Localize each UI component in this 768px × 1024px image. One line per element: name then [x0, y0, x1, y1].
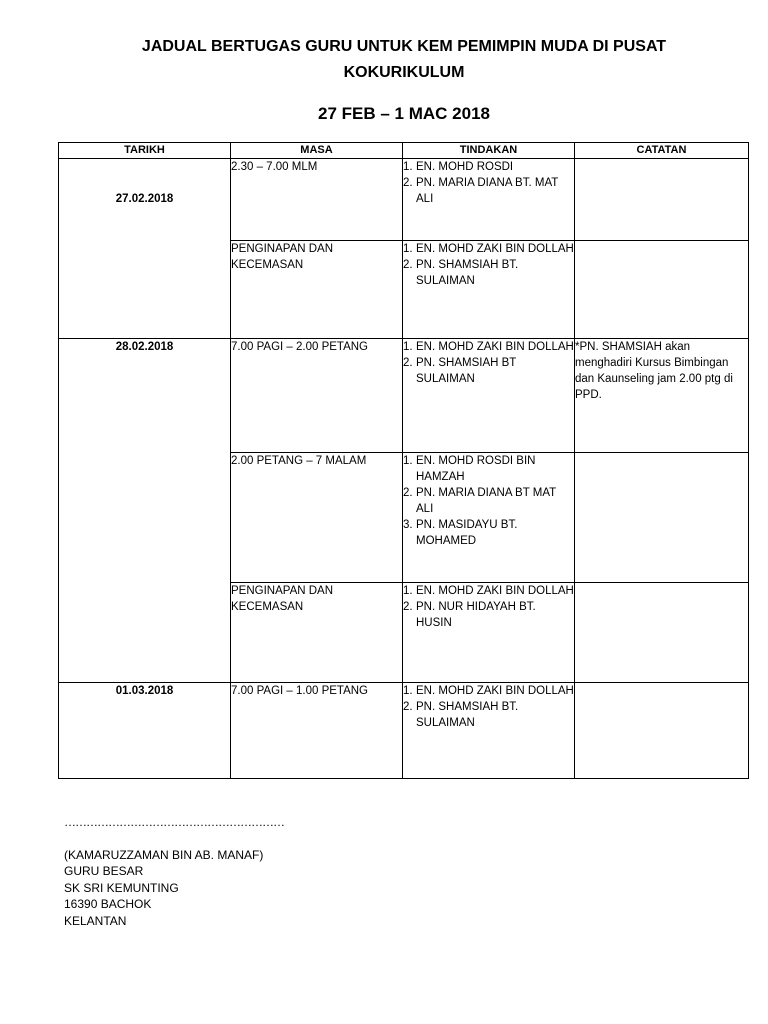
list-item	[403, 453, 574, 485]
teacher-name: EN. MOHD ZAKI BIN DOLLAH	[416, 341, 574, 353]
header-tindakan: TINDAKAN	[403, 143, 575, 159]
masa-cell: 7.00 PAGI – 2.00 PETANG	[231, 339, 403, 453]
document-date-range: 27 FEB – 1 MAC 2018	[318, 104, 490, 123]
teacher-name: PN. SHAMSIAH BT. SULAIMAN	[416, 259, 519, 287]
list-item	[403, 683, 574, 699]
catatan-cell	[575, 159, 749, 241]
teacher-name: PN. NUR HIDAYAH BT. HUSIN	[416, 601, 536, 629]
teacher-name: EN. MOHD ROSDI	[416, 161, 514, 173]
teacher-list	[403, 241, 574, 289]
teacher-name: EN. MOHD ROSDI BIN HAMZAH	[416, 455, 536, 483]
school-name: SK SRI KEMUNTING	[64, 880, 179, 895]
catatan-cell	[575, 453, 749, 583]
list-number: 2.	[403, 601, 413, 613]
masa-cell: PENGINAPAN DAN KECEMASAN	[231, 241, 403, 339]
date-text: 27.02.2018	[115, 193, 174, 205]
list-number: 1.	[403, 161, 413, 173]
date-text: 28.02.2018	[115, 341, 174, 353]
catatan-cell	[575, 683, 749, 779]
list-item	[403, 159, 574, 175]
masa-cell: PENGINAPAN DAN KECEMASAN	[231, 583, 403, 683]
school-postcode-town: 16390 BACHOK	[64, 897, 152, 911]
list-number: 2.	[403, 701, 413, 713]
date-cell	[59, 339, 231, 683]
list-number: 2.	[403, 357, 413, 369]
signature-block	[64, 814, 284, 929]
teacher-name: PN. MASIDAYU BT. MOHAMED	[416, 519, 518, 547]
header-masa: MASA	[231, 143, 403, 159]
list-number: 1.	[403, 243, 413, 255]
schedule-body	[59, 159, 749, 779]
date-cell	[59, 683, 231, 779]
table-row	[59, 339, 749, 453]
list-number: 1.	[403, 341, 413, 353]
list-item	[403, 599, 574, 631]
list-number: 2.	[403, 177, 413, 189]
table-header-row	[59, 143, 749, 159]
list-item	[403, 699, 574, 731]
list-number: 1.	[403, 455, 413, 467]
signatory-name: (KAMARUZZAMAN BIN AB. MANAF)	[64, 847, 264, 862]
masa-cell: 2.00 PETANG – 7 MALAM	[231, 453, 403, 583]
catatan-cell	[575, 583, 749, 683]
document-title-line2: KOKURIKULUM	[343, 64, 465, 81]
list-number: 1.	[403, 585, 413, 597]
list-item	[403, 517, 574, 549]
tindakan-cell	[403, 339, 575, 453]
list-item	[403, 339, 574, 355]
teacher-name: PN. SHAMSIAH BT. SULAIMAN	[416, 701, 519, 729]
duty-schedule-table	[58, 142, 749, 779]
school-state: KELANTAN	[64, 913, 127, 928]
date-text: 01.03.2018	[115, 685, 174, 697]
teacher-name: PN. MARIA DIANA BT. MAT ALI	[416, 177, 559, 205]
masa-cell: 2.30 – 7.00 MLM	[231, 159, 403, 241]
teacher-name: EN. MOHD ZAKI BIN DOLLAH	[416, 243, 574, 255]
date-cell	[59, 159, 231, 339]
teacher-list	[403, 159, 574, 207]
teacher-name: PN. MARIA DIANA BT MAT ALI	[416, 487, 556, 515]
list-item	[403, 241, 574, 257]
tindakan-cell	[403, 583, 575, 683]
tindakan-cell	[403, 241, 575, 339]
list-item	[403, 257, 574, 289]
tindakan-cell	[403, 683, 575, 779]
list-number: 2.	[403, 487, 413, 499]
teacher-name: EN. MOHD ZAKI BIN DOLLAH	[416, 685, 574, 697]
header-tarikh: TARIKH	[59, 143, 231, 159]
catatan-cell: *PN. SHAMSIAH akan menghadiri Kursus Bimbingan dan Kaunseling jam 2.00 ptg di PPD.	[575, 339, 749, 453]
teacher-list	[403, 453, 574, 549]
list-number: 2.	[403, 259, 413, 271]
table-row	[59, 159, 749, 241]
teacher-list	[403, 583, 574, 631]
masa-cell: 7.00 PAGI – 1.00 PETANG	[231, 683, 403, 779]
tindakan-cell	[403, 453, 575, 583]
signature-line: ……………………………………………………	[64, 815, 284, 829]
document-title-line1: JADUAL BERTUGAS GURU UNTUK KEM PEMIMPIN MUDA DI PUSAT	[141, 38, 667, 55]
teacher-list	[403, 683, 574, 731]
list-number: 3.	[403, 519, 413, 531]
teacher-name: PN. SHAMSIAH BT SULAIMAN	[416, 357, 517, 385]
list-number: 1.	[403, 685, 413, 697]
list-item	[403, 175, 574, 207]
teacher-name: EN. MOHD ZAKI BIN DOLLAH	[416, 585, 574, 597]
signatory-position: GURU BESAR	[64, 864, 144, 878]
header-catatan: CATATAN	[575, 143, 749, 159]
list-item	[403, 485, 574, 517]
catatan-cell	[575, 241, 749, 339]
list-item	[403, 355, 574, 387]
teacher-list	[403, 339, 574, 387]
table-row	[59, 683, 749, 779]
tindakan-cell	[403, 159, 575, 241]
list-item	[403, 583, 574, 599]
